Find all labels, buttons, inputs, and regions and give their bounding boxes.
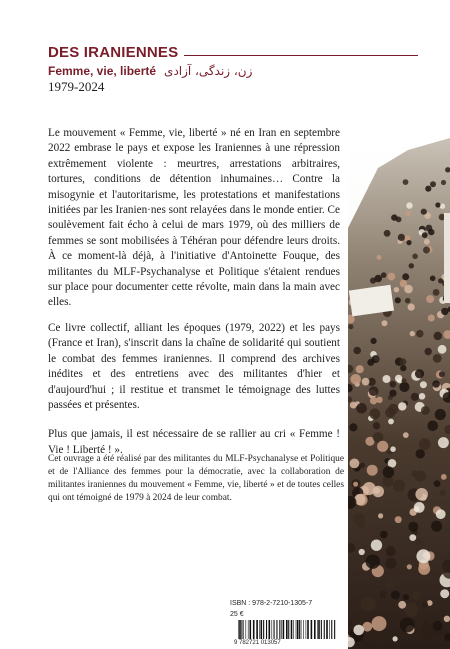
isbn-block [228,598,344,649]
title-row [48,44,418,61]
credits-text [48,453,344,505]
barcode-number: 9 782721 013057 [234,640,281,646]
cover-header [48,44,418,95]
book-subtitle: Femme, vie, liberté [48,64,157,78]
book-subtitle-persian: زن، زندگی، آزادی [164,64,253,78]
credits-paragraph: Cet ouvrage a été réalisé par des militantes du MLF-Psychanalyse et Politique et de l'Alliance des femmes pour la démocratie, avec la collaboration de militantes iraniennes du mouvement « Femme, vie, liberté » et de toutes celles qui ont témoigné de 1979 à 2024 de leur combat. [48,454,344,503]
blurb-paragraph-3: Plus que jamais, il est nécessaire de se rallier au cri « Femme ! Vie ! Liberté ! ». [48,428,340,456]
price-label: 25 € [230,611,244,618]
crowd-photo-image [348,138,450,649]
book-title: DES IRANIENNES [48,44,179,61]
isbn-number: ISBN : 978-2-7210-1305-7 [230,600,313,607]
book-years: 1979-2024 [48,79,105,94]
blurb-paragraph-2: Ce livre collectif, alliant les époques (1979, 2022) et les pays (France et Iran), s'inscrit dans la chaîne de solidarité qui soutient le combat des femmes iraniennes. Il comprend des archives inédites et des entretiens avec des militantes d'hier et d'aujourd'hui ; il restitue et transmet le témoignage des luttes passées et présentes. [48,321,340,411]
subtitle-row [48,64,418,78]
title-rule [184,55,418,56]
blurb-paragraph-1: Le mouvement « Femme, vie, liberté » né en Iran en septembre 2022 embrase le pays et expose les Iraniennes à une répression extrêmement violente : meurtres, arrestations arbitraires, tortures, conditions de détention inhumaines… Contre la misogynie et l'autoritarisme, les protestations et manifestations initiées par les Iranien·nes sont relayées dans le monde entier. Ce soulèvement fait écho à celui de mars 1979, où des milliers de femmes se sont mobilisées à Téhéran pour défendre leurs droits. À ce moment-là déjà, à l'initiative d'Antoinette Fouque, des militantes du MLF-Psychanalyse et Politique s'étaient rendues sur place pour documenter cette révolte, main dans la main avec elles. [48,127,340,309]
blurb-text [48,126,340,468]
crowd-photo [348,138,450,649]
